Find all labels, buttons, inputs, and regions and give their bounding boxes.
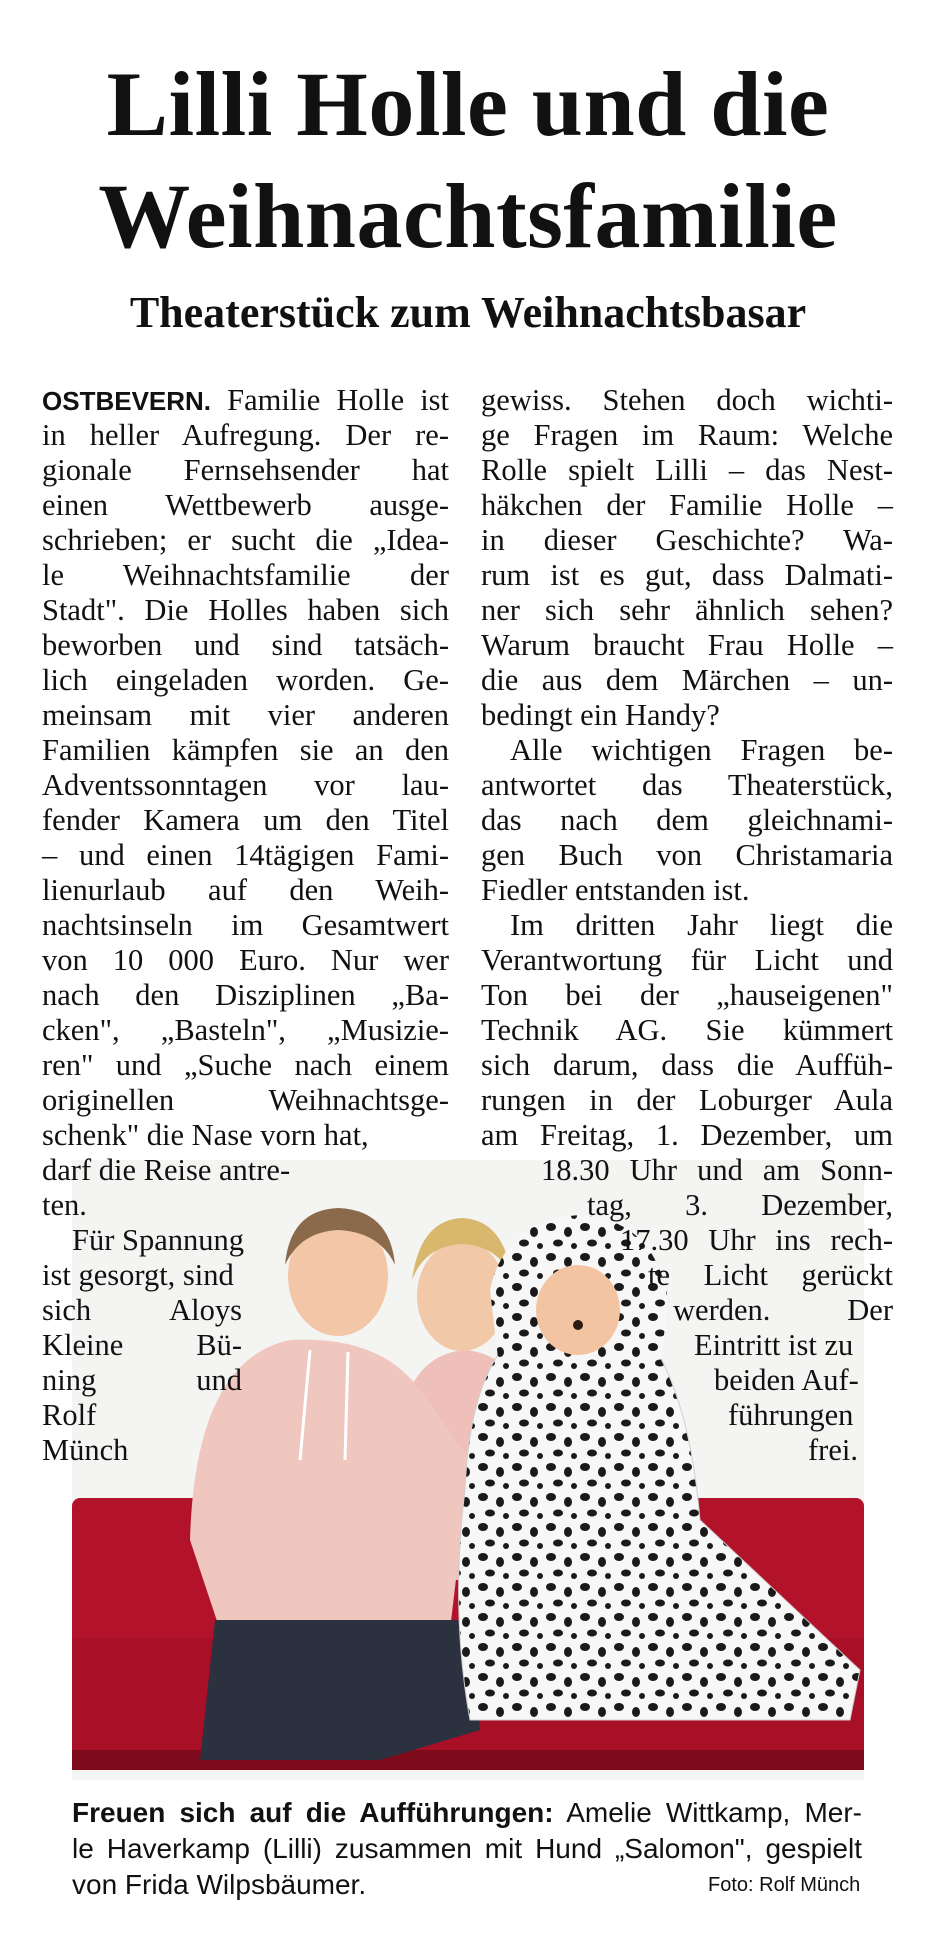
text-line: – und einen 14tägigen Fami- (42, 838, 449, 872)
text-line: 17.30 Uhr ins rech- (620, 1223, 893, 1257)
text-line: bedingt ein Handy? (481, 698, 720, 732)
text-line: das nach dem gleichnami- (481, 803, 893, 837)
text-line: Adventssonntagen vor lau- (42, 768, 449, 802)
text-line: te Licht gerückt (648, 1258, 893, 1292)
text-line: häkchen der Familie Holle – (481, 488, 893, 522)
text-line: Kleine Bü- (42, 1328, 242, 1362)
text-line: originellen Weihnachtsge- (42, 1083, 449, 1117)
text-line: ren" und „Suche nach einem (42, 1048, 449, 1082)
text-line: Rolle spielt Lilli – das Nest- (481, 453, 893, 487)
text-line: Fiedler entstanden ist. (481, 873, 750, 907)
headline-line-1: Lilli Holle und die (106, 53, 830, 155)
text-line: Münch (42, 1433, 129, 1467)
text-line: werden. Der (673, 1293, 893, 1327)
text-line: cken", „Basteln", „Musizie- (42, 1013, 449, 1047)
text-line: beiden Auf- (714, 1363, 859, 1397)
text-line: in dieser Geschichte? Wa- (481, 523, 893, 557)
text-line: ge Fragen im Raum: Welche (481, 418, 893, 452)
text-line: ist gesorgt, sind (42, 1258, 234, 1292)
text-line: gewiss. Stehen doch wichti- (481, 383, 893, 417)
text-line: führungen (728, 1398, 854, 1432)
text-line: in heller Aufregung. Der re- (42, 418, 449, 452)
text-line: ning und (42, 1363, 242, 1397)
text-line: beworben und sind tatsäch- (42, 628, 449, 662)
text-line: OSTBEVERN. Familie Holle ist (42, 383, 450, 417)
text-line: darf die Reise antre- (42, 1153, 291, 1187)
text-line: einen Wettbewerb ausge- (42, 488, 449, 522)
text-line: Für Spannung (72, 1223, 244, 1257)
dateline: OSTBEVERN. (42, 386, 212, 416)
text-line: nach den Disziplinen „Ba- (42, 978, 449, 1012)
text-line: Ton bei der „hauseigenen" (481, 978, 893, 1012)
text-line: sich darum, dass die Auffüh- (481, 1048, 893, 1082)
text-line: Im dritten Jahr liegt die (510, 908, 893, 942)
text-line: nachtsinseln im Gesamtwert (42, 908, 449, 942)
headline-line-2: Weihnachtsfamilie (98, 165, 838, 267)
caption-lead: Freuen sich auf die Aufführungen: (72, 1797, 554, 1828)
dalmatian-child-face (536, 1265, 620, 1355)
text-line: Stadt". Die Holles haben sich (42, 593, 449, 627)
text-line: die aus dem Märchen – un- (481, 663, 893, 697)
text-line: Rolf (42, 1398, 97, 1432)
text-line: lich eingeladen worden. Ge- (42, 663, 449, 697)
caption-line: von Frida Wilpsbäumer. (72, 1869, 367, 1900)
text-line: rungen in der Loburger Aula (481, 1083, 893, 1117)
text-line: Verantwortung für Licht und (481, 943, 893, 977)
text-line: le Weihnachtsfamilie der (42, 558, 449, 592)
text-line: Warum braucht Frau Holle – (481, 628, 893, 662)
text-line: antwortet das Theaterstück, (481, 768, 893, 802)
photo-credit: Foto: Rolf Münch (708, 1874, 861, 1896)
headline (0, 48, 936, 272)
subheadline: Theaterstück zum Weihnachtsbasar (129, 288, 807, 337)
text-line: lienurlaub auf den Weih- (42, 873, 449, 907)
text-line: Alle wichtigen Fragen be- (510, 733, 893, 767)
text-line: sich Aloys (42, 1293, 242, 1327)
caption-line: Freuen sich auf die Aufführungen: Amelie Wittkamp, Mer- (72, 1797, 862, 1828)
caption-line: le Haverkamp (Lilli) zusammen mit Hund „Salomon", gespielt (72, 1833, 862, 1864)
text-line: ner sich sehr ähnlich sehen? (481, 593, 893, 627)
text-line: gen Buch von Christamaria (481, 838, 893, 872)
text-line: 18.30 Uhr und am Sonn- (541, 1153, 893, 1187)
text-line: fender Kamera um den Titel (42, 803, 449, 837)
text-line: von 10 000 Euro. Nur wer (42, 943, 449, 977)
text-line: meinsam mit vier anderen (42, 698, 449, 732)
text-line: Eintritt ist zu (694, 1328, 854, 1362)
text-line: schrieben; er sucht die „Idea- (42, 523, 449, 557)
text-line: rum ist es gut, dass Dalmati- (481, 558, 893, 592)
text-line: frei. (808, 1433, 858, 1467)
text-line: tag, 3. Dezember, (587, 1188, 893, 1222)
text-line: Familien kämpfen sie an den (42, 733, 449, 767)
text-line: am Freitag, 1. Dezember, um (481, 1118, 893, 1152)
text-line: ten. (42, 1188, 87, 1222)
text-line: schenk" die Nase vorn hat, (42, 1118, 369, 1152)
text-line: gionale Fernsehsender hat (42, 453, 449, 487)
text-line: Technik AG. Sie kümmert (481, 1013, 893, 1047)
